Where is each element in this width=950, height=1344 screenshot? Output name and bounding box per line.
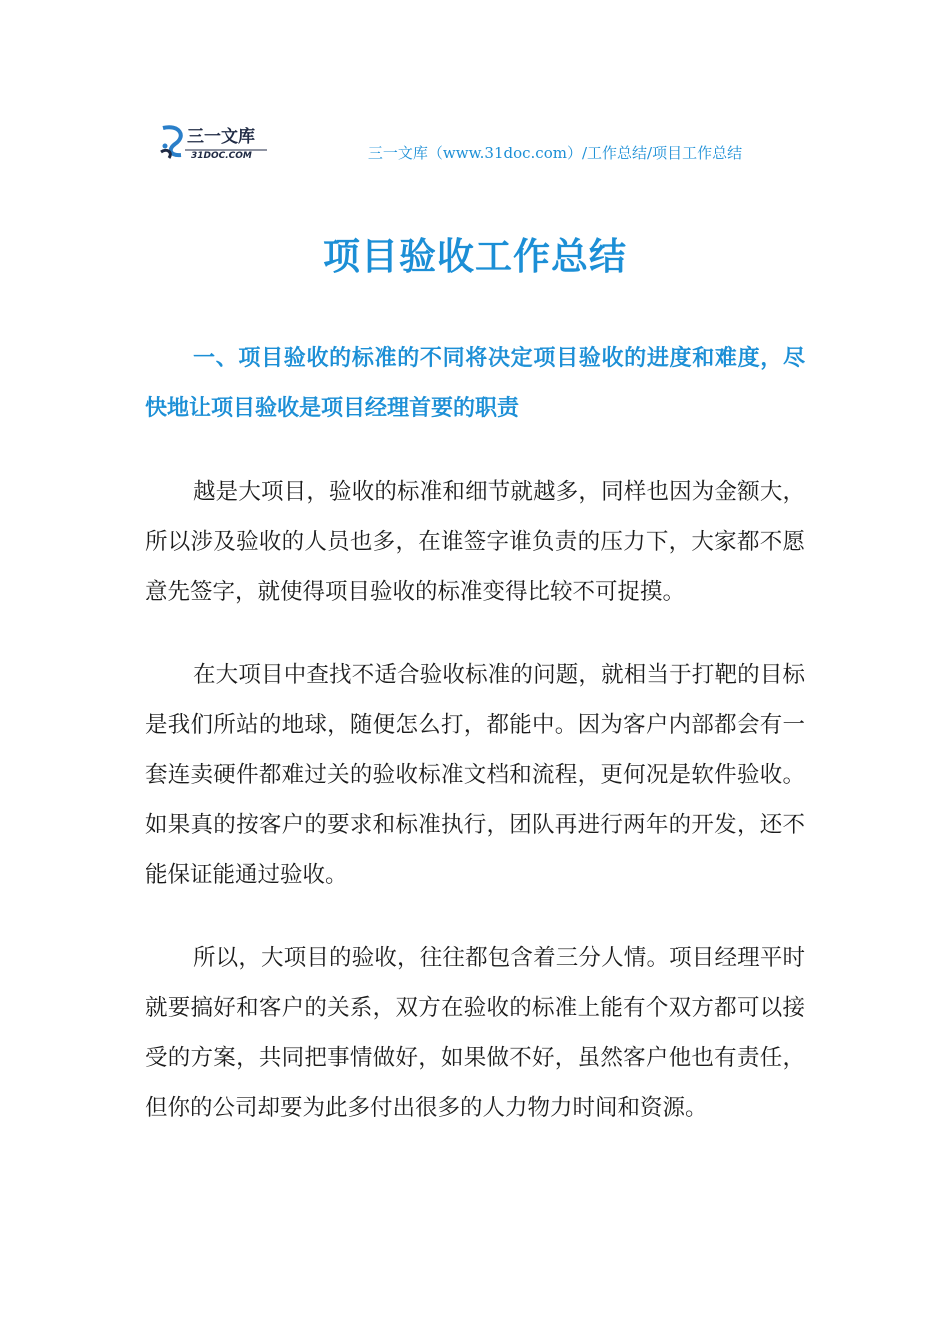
logo-text-en: 31DOC.COM [191, 151, 252, 160]
section-heading: 一、项目验收的标准的不同将决定项目验收的进度和难度，尽快地让项目验收是项目经理首要的职责 [145, 346, 805, 421]
document-body [145, 334, 805, 1166]
logo-graphic [157, 122, 269, 160]
paragraph-1: 越是大项目，验收的标准和细节就越多，同样也因为金额大，所以涉及验收的人员也多，在谁签字谁负责的压力下，大家都不愿意先签字，就使得项目验收的标准变得比较不可捉摸。 [145, 479, 805, 605]
document-title: 项目验收工作总结 [323, 235, 627, 278]
paragraph-3: 所以，大项目的验收，往往都包含着三分人情。项目经理平时就要搞好和客户的关系，双方在验收的标准上能有个双方都可以接受的方案，共同把事情做好，如果做不好，虽然客户他也有责任，但你的公司却要为此多付出很多的人力物力时间和资源。 [145, 945, 805, 1121]
paragraph-2: 在大项目中查找不适合验收标准的问题，就相当于打靶的目标是我们所站的地球，随便怎么打，都能中。因为客户内部都会有一套连卖硬件都难过关的验收标准文档和流程，更何况是软件验收。如果真的按客户的要求和标准执行，团队再进行两年的开发，还不能保证能通过验收。 [145, 662, 805, 888]
site-logo[interactable] [157, 122, 269, 160]
breadcrumb[interactable]: 三一文库（www.31doc.com）/工作总结/项目工作总结 [367, 144, 743, 162]
logo-text-cn: 三一文库 [187, 127, 255, 147]
